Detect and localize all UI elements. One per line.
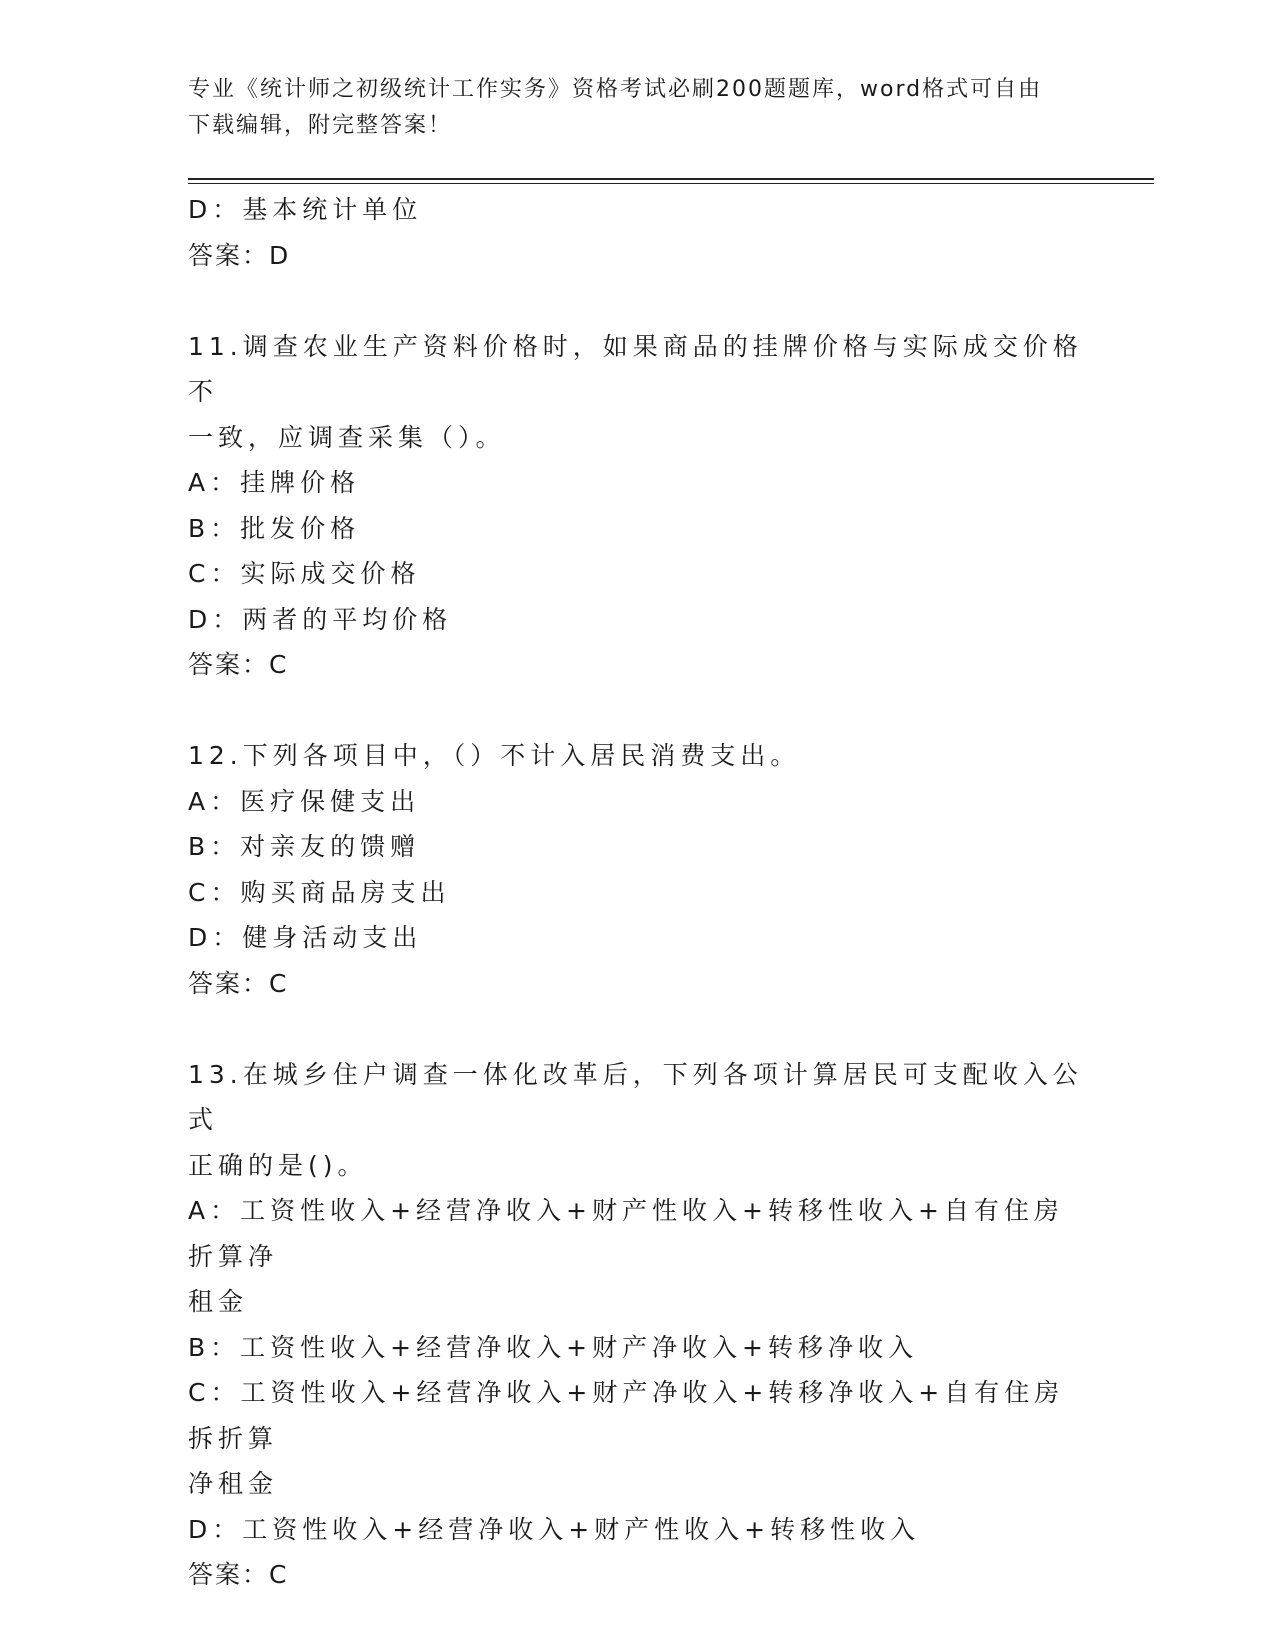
option-d: D：两者的平均价格 [188,604,453,634]
option-d: D：健身活动支出 [188,923,423,952]
option-d: D：工资性收入+经营净收入+财产性收入+转移性收入 [188,1514,921,1544]
option-b: B：对亲友的馈赠 [188,832,421,861]
spacer [188,688,1088,734]
question-11 [188,324,1088,688]
option-c: C：实际成交价格 [188,559,421,588]
answer-line: 答案：C [188,1560,289,1589]
previous-question-tail [188,187,1088,278]
document-header [188,72,1068,144]
answer-line: 答案：C [188,650,289,679]
option-a: A：工资性收入+经营净收入+财产性收入+转移性收入+自有住房折算净 [188,1196,1064,1271]
question-stem: 13.在城乡住户调查一体化改革后，下列各项计算居民可支配收入公式 [188,1059,1083,1134]
option-c: C：工资性收入+经营净收入+财产净收入+转移净收入+自有住房拆折算 [188,1378,1065,1453]
question-stem: 11.调查农业生产资料价格时，如果商品的挂牌价格与实际成交价格不 [188,331,1083,406]
option-d: D：基本统计单位 [188,195,423,224]
spacer [188,278,1088,324]
question-stem-cont: 正确的是()。 [188,1150,368,1180]
option-a-cont: 租金 [188,1287,249,1316]
question-content [188,187,1088,1598]
option-b: B：批发价格 [188,513,361,543]
option-a: A：挂牌价格 [188,468,361,497]
question-12 [188,733,1088,1006]
answer-line: 答案：D [188,240,291,270]
option-c: C：购买商品房支出 [188,877,451,907]
header-line-1: 专业《统计师之初级统计工作实务》资格考试必刷200题题库，word格式可自由 [188,77,1043,102]
question-13 [188,1052,1088,1598]
question-stem: 12.下列各项目中，（）不计入居民消费支出。 [188,741,801,770]
header-divider [188,178,1154,184]
spacer [188,1006,1088,1052]
option-b: B：工资性收入+经营净收入+财产净收入+转移净收入 [188,1332,918,1362]
answer-line: 答案：C [188,968,289,998]
question-stem-cont: 一致，应调查采集（）。 [188,422,506,452]
option-c-cont: 净租金 [188,1469,279,1498]
header-line-2: 下载编辑，附完整答案！ [188,113,453,138]
option-a: A：医疗保健支出 [188,786,421,816]
